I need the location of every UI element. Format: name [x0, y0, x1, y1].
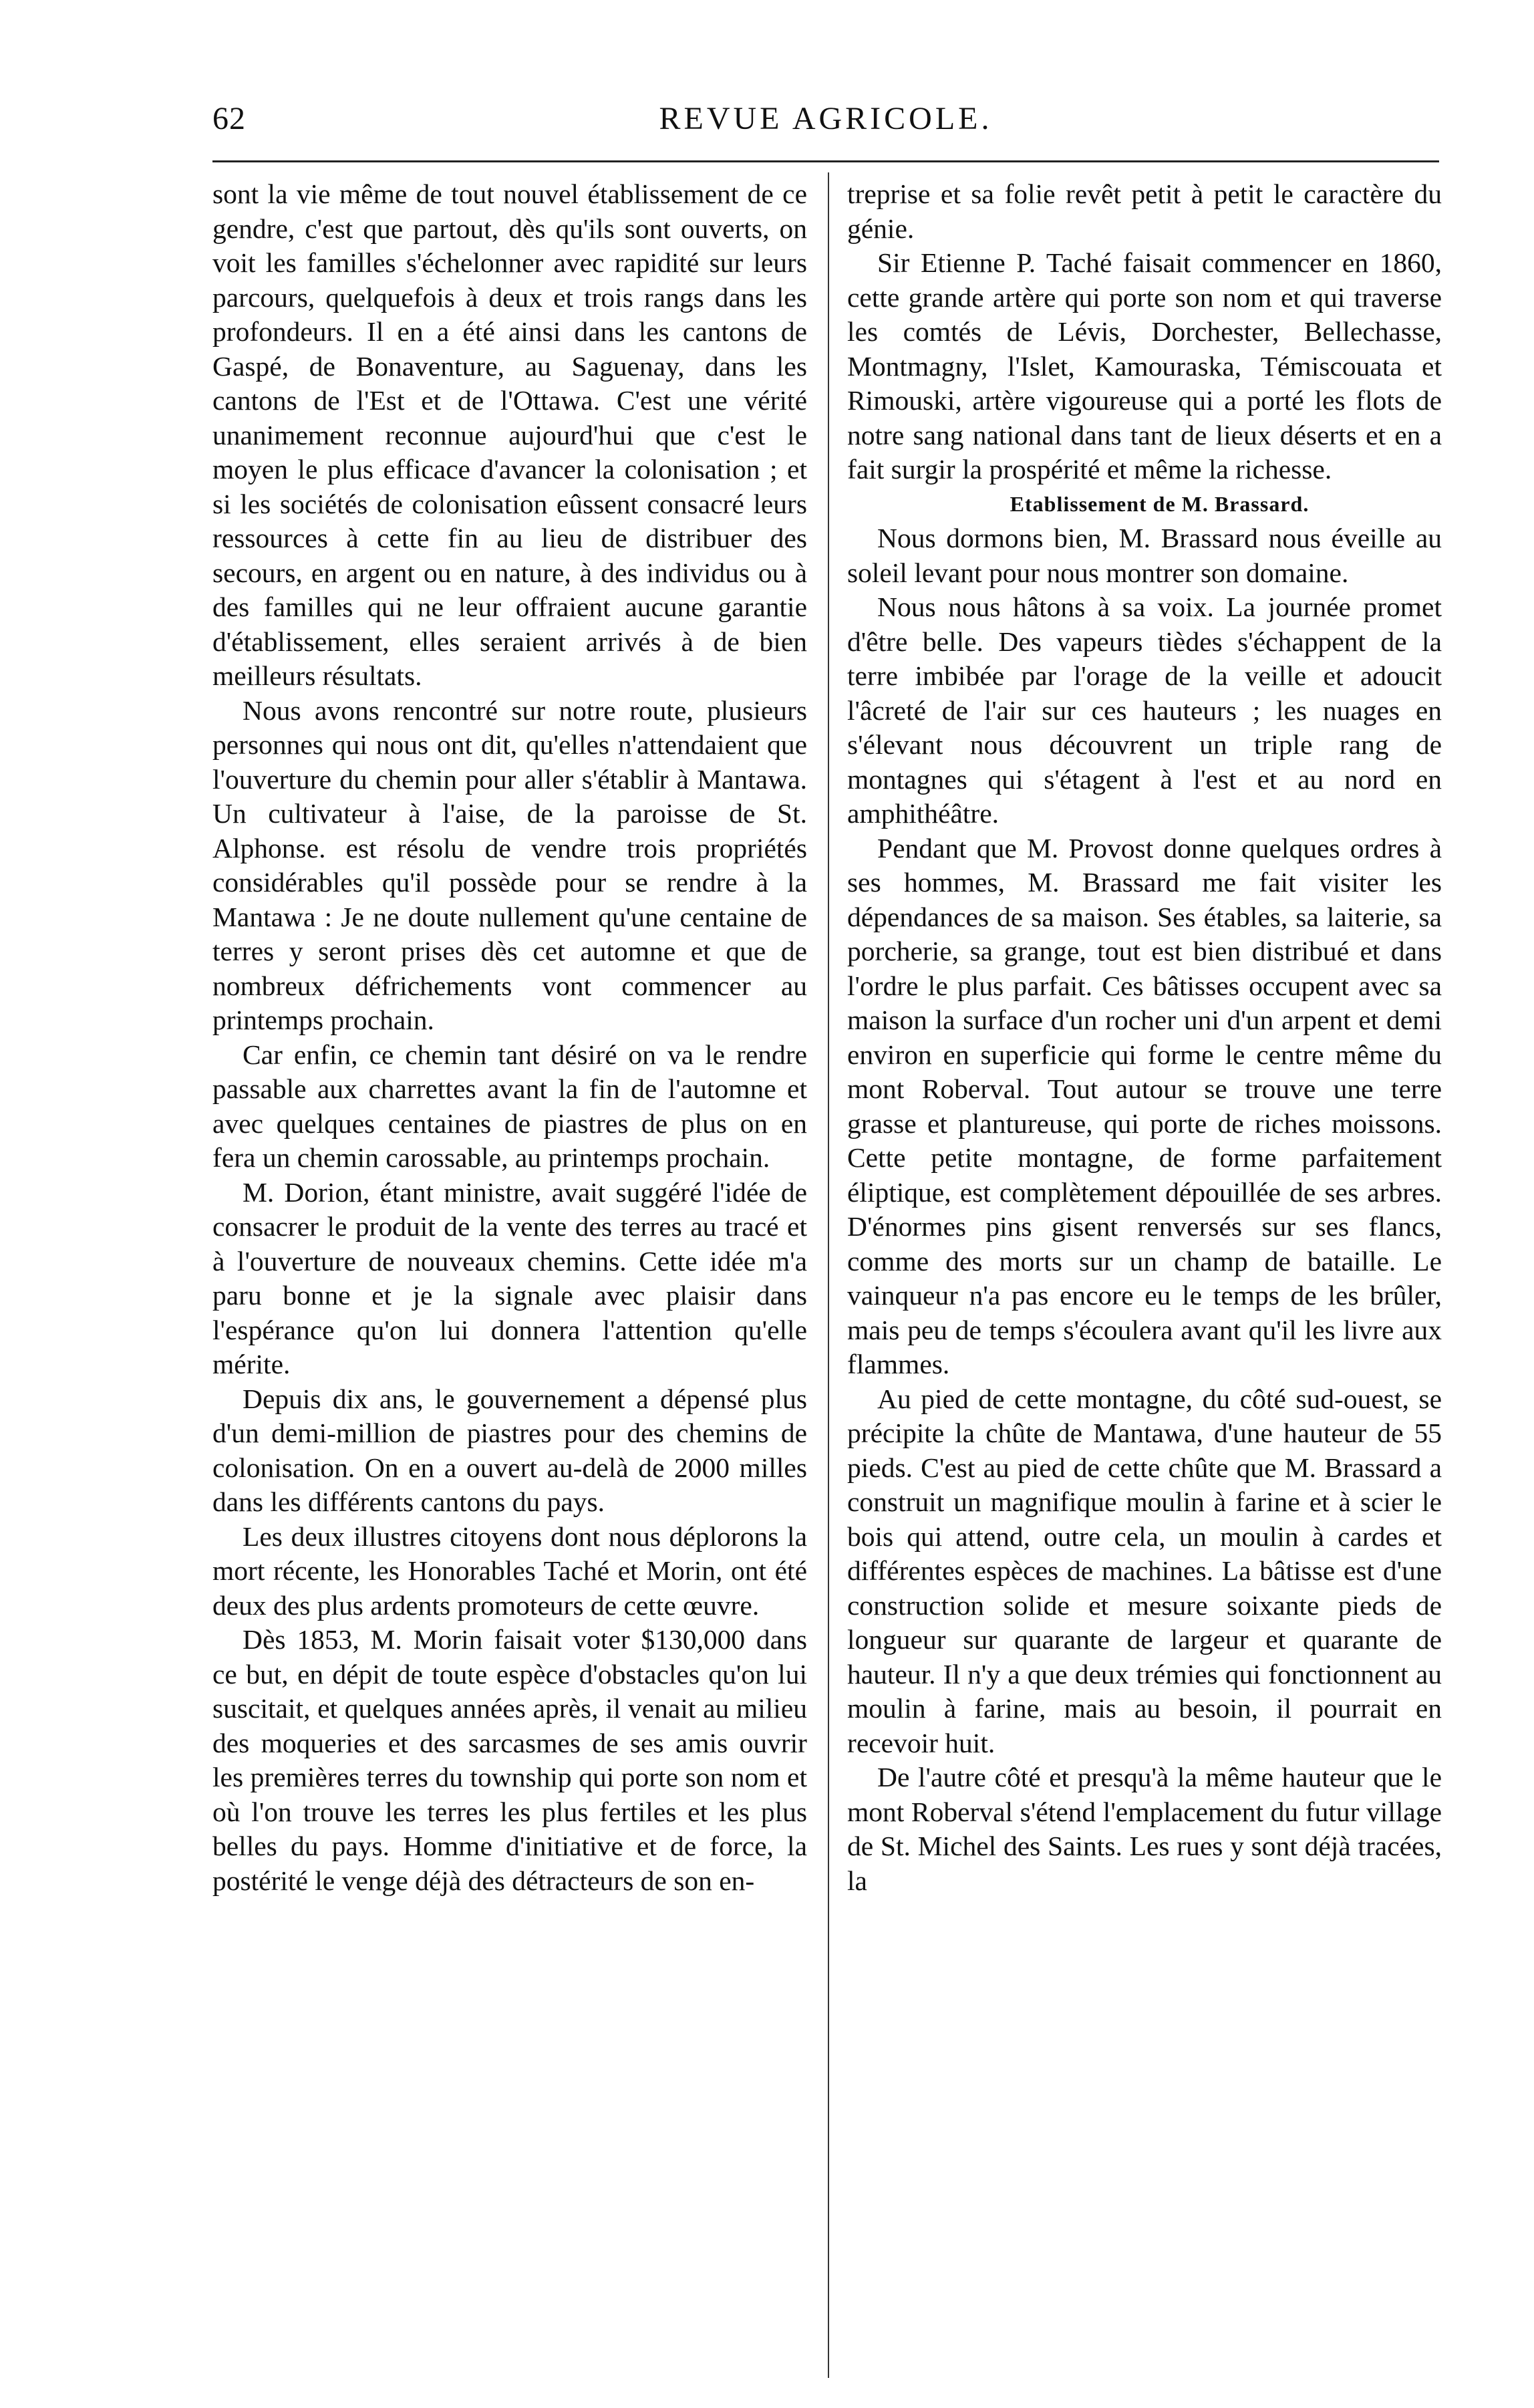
left-column — [212, 177, 807, 1898]
paragraph: M. Dorion, étant ministre, avait suggéré l'idée de consacrer le produit de la vente des terres au tracé et à l'ouverture de nouveaux chemins. Cette idée m'a paru bonne et je la signale avec plaisir dans l'espérance qu'on lui donnera l'attention qu'elle mérite. — [212, 1176, 807, 1379]
paragraph: Nous nous hâtons à sa voix. La journée promet d'être belle. Des vapeurs tièdes s'échappent de la terre imbibée par l'orage de la veille et adoucit l'âcreté de l'air sur ces hauteurs ; les nuages en s'élevant nous découvrent un triple rang de montagnes qui s'étagent à l'est et au nord en amphithéâtre. — [847, 591, 1442, 829]
paragraph: Nous dormons bien, M. Brassard nous éveille au soleil levant pour nous montrer son domaine. — [847, 523, 1442, 588]
page-number: 62 — [212, 101, 246, 136]
section-heading: Etablissement de M. Brassard. — [1010, 491, 1310, 516]
paragraph: Car enfin, ce chemin tant désiré on va le rendre passable aux charrettes avant la fin de l'automne et avec quelques centaines de piastres de plus on en fera un chemin carossable, au printemps prochain. — [212, 1039, 807, 1173]
paragraph: Au pied de cette montagne, du côté sud-ouest, se précipite la chûte de Mantawa, d'une hauteur de 55 pieds. C'est au pied de cette chûte que M. Brassard a construit un magnifique moulin à farine et à scier le bois qui attend, outre cela, un moulin à cardes et différentes espèces de machines. La bâtisse est d'une construction solide et mesure soixante pieds de longueur sur quarante de largeur et quarante de hauteur. Il n'y a que deux trémies qui fonctionnent au moulin à farine, mais au besoin, il pourrait en recevoir huit. — [847, 1383, 1442, 1758]
paragraph: Sir Etienne P. Taché faisait commencer en 1860, cette grande artère qui porte son nom et qui traverse les comtés de Lévis, Dorchester, Bellechasse, Montmagny, l'Islet, Kamouraska, Témiscouata et Rimouski, artère vigoureuse qui a porté les flots de notre sang national dans tant de lieux déserts et en a fait surgir la prospérité et même la richesse. — [847, 247, 1442, 485]
paragraph: Nous avons rencontré sur notre route, plusieurs personnes qui nous ont dit, qu'elles n'attendaient que l'ouverture du chemin pour aller s'établir à Mantawa. Un cultivateur à l'aise, de la paroisse de St. Alphonse. est résolu de vendre trois propriétés considérables qu'il possède pour se rendre à la Mantawa : Je ne doute nullement qu'une centaine de terres y seront prises dès cet automne et que de nombreux défrichements vont commencer au printemps prochain. — [212, 694, 807, 1035]
column-divider — [828, 172, 829, 2378]
paragraph: Les deux illustres citoyens dont nous déplorons la mort récente, les Honorables Taché et Morin, ont été deux des plus ardents promoteurs de cette œuvre. — [212, 1520, 807, 1621]
right-column — [847, 177, 1442, 1898]
paragraph: Dès 1853, M. Morin faisait voter $130,000 dans ce but, en dépit de toute espèce d'obstacles qu'on lui suscitait, et quelques années après, il venait au milieu des moqueries et des sarcasmes de ses amis ouvrir les premières terres du township qui porte son nom et où l'on trouve les terres les plus fertiles et les plus belles du pays. Homme d'initiative et de force, la postérité le venge déjà des détracteurs de son en- — [212, 1624, 807, 1896]
paragraph: treprise et sa folie revêt petit à petit le caractère du génie. — [847, 178, 1442, 244]
header-rule — [212, 160, 1439, 162]
page-header — [212, 100, 1439, 147]
paragraph: Depuis dix ans, le gouvernement a dépensé plus d'un demi-million de piastres pour des chemins de colonisation. On en a ouvert au-delà de 2000 milles dans les différents cantons du pays. — [212, 1383, 807, 1517]
paragraph: Pendant que M. Provost donne quelques ordres à ses hommes, M. Brassard me fait visiter les dépendances de sa maison. Ses étables, sa laiterie, sa porcherie, sa grange, tout est bien distribué et dans l'ordre le plus parfait. Ces bâtisses occupent avec sa maison la surface d'un rocher uni d'un arpent et demi environ en superficie qui forme le centre même du mont Roberval. Tout autour se trouve une terre grasse et plantureuse, qui porte de riches moissons. Cette petite montagne, de forme parfaitement éliptique, est complètement dépouillée de ses arbres. D'énormes pins gisent renversés sur ses flancs, comme des morts sur un champ de bataille. Le vainqueur n'a pas encore eu le temps de les brûler, mais peu de temps s'écoulera avant qu'il les livre aux flammes. — [847, 832, 1442, 1379]
paragraph: sont la vie même de tout nouvel établissement de ce gendre, c'est que partout, dès qu'ils sont ouverts, on voit les familles s'échelonner avec rapidité sur leurs parcours, quelquefois à deux et trois rangs dans les profondeurs. Il en a été ainsi dans les cantons de Gaspé, de Bonaventure, au Saguenay, dans les cantons de l'Est et de l'Ottawa. C'est une vérité unanimement reconnue aujourd'hui que c'est le moyen le plus efficace d'avancer la colonisation ; et si les sociétés de colonisation eûssent consacré leurs ressources à cette fin au lieu de distribuer des secours, en argent ou en nature, à des individus ou à des familles qui ne leur offraient aucune garantie d'établissement, elles seraient arrivés à de bien meilleurs résultats. — [212, 178, 807, 691]
paragraph: De l'autre côté et presqu'à la même hauteur que le mont Roberval s'étend l'emplacement du futur village de St. Michel des Saints. Les rues y sont déjà tracées, la — [847, 1762, 1442, 1896]
running-head: REVUE AGRICOLE. — [659, 101, 993, 136]
